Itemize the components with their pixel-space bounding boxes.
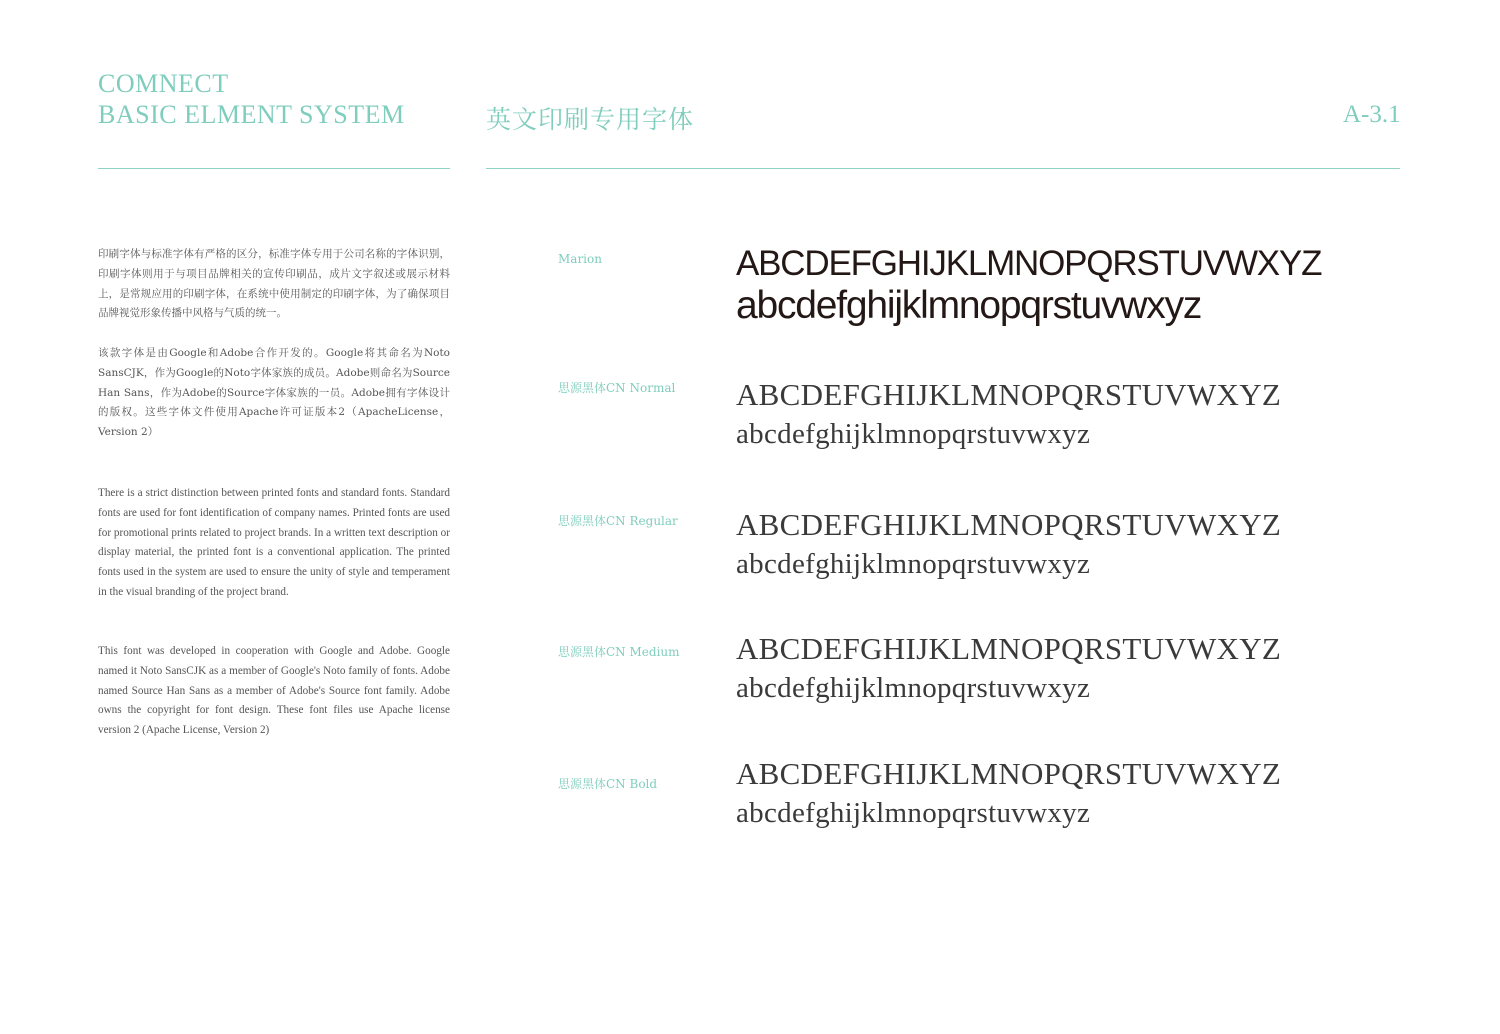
font-sample-bold — [736, 755, 1281, 833]
sample-uppercase: ABCDEFGHIJKLMNOPQRSTUVWXYZ — [736, 631, 1282, 666]
font-sample-normal — [736, 376, 1281, 454]
font-label-medium: 思源黑体CN Medium — [558, 645, 680, 659]
sample-uppercase: ABCDEFGHIJKLMNOPQRSTUVWXYZ — [736, 507, 1282, 542]
sample-lowercase: abcdefghijklmnopqrstuvwxyz — [736, 797, 1091, 829]
brand-line-1: COMNECT — [98, 69, 229, 98]
sample-lowercase: abcdefghijklmnopqrstuvwxyz — [736, 548, 1091, 580]
font-label-normal: 思源黑体CN Normal — [558, 381, 676, 395]
right-divider — [486, 168, 1400, 169]
font-label-regular: 思源黑体CN Regular — [558, 514, 678, 528]
brand-title — [98, 68, 405, 130]
sample-uppercase: ABCDEFGHIJKLMNOPQRSTUVWXYZ — [736, 377, 1282, 412]
description-cn-paragraph-1: 印刷字体与标准字体有严格的区分，标准字体专用于公司名称的字体识别，印刷字体则用于与项目品牌相关的宣传印刷品，成片文字叙述或展示材料上，是常规应用的印刷字体，在系统中使用制定的印刷字体，为了确保项目品牌视觉形象传播中风格与气质的统一。 — [98, 248, 450, 320]
description-cn-paragraph-2: 该款字体是由Google和Adobe合作开发的。Google将其命名为Noto SansCJK，作为Google的Noto字体家族的成员。Adobe则命名为Source Han Sans，作为Adobe的Source字体家族的一员。Adobe拥有字体设计的版权。这些字体文件使用Apache许可证版本2（ApacheLicense， Version 2） — [98, 347, 450, 439]
sample-lowercase: abcdefghijklmnopqrstuvwxyz — [736, 418, 1091, 450]
section-title: 英文印刷专用字体 — [486, 105, 695, 134]
page-number: A-3.1 — [1343, 101, 1401, 128]
font-label-marion: Marion — [558, 252, 602, 266]
sample-uppercase: ABCDEFGHIJKLMNOPQRSTUVWXYZ — [736, 756, 1282, 791]
font-sample-marion — [736, 244, 1321, 328]
font-label-bold: 思源黑体CN Bold — [558, 777, 658, 791]
description-en-paragraph-1: There is a strict distinction between printed fonts and standard fonts. Standard fonts are used for font identification of company names. Printed fonts are used for promotional prints related to project brands. In a written text description or display material, the printed font is a conventional application. The printed fonts used in the system are used to ensure the unity of style and temperament in the visual branding of the project brand. — [98, 487, 450, 598]
sample-lowercase: abcdefghijklmnopqrstuvwxyz — [736, 284, 1202, 327]
font-sample-medium — [736, 630, 1281, 708]
sample-uppercase: ABCDEFGHIJKLMNOPQRSTUVWXYZ — [736, 244, 1322, 283]
description-en-paragraph-2: This font was developed in cooperation with Google and Adobe. Google named it Noto SansCJK as a member of Google's Noto family of fonts. Adobe named Source Han Sans as a member of Adobe's Source font family. Adobe owns the copyright for font design. These font files use Apache license version 2 (Apache License, Version 2) — [98, 645, 450, 737]
brand-line-2: BASIC ELMENT SYSTEM — [98, 100, 405, 129]
sample-lowercase: abcdefghijklmnopqrstuvwxyz — [736, 672, 1091, 704]
left-divider — [98, 168, 450, 169]
font-sample-regular — [736, 506, 1281, 584]
